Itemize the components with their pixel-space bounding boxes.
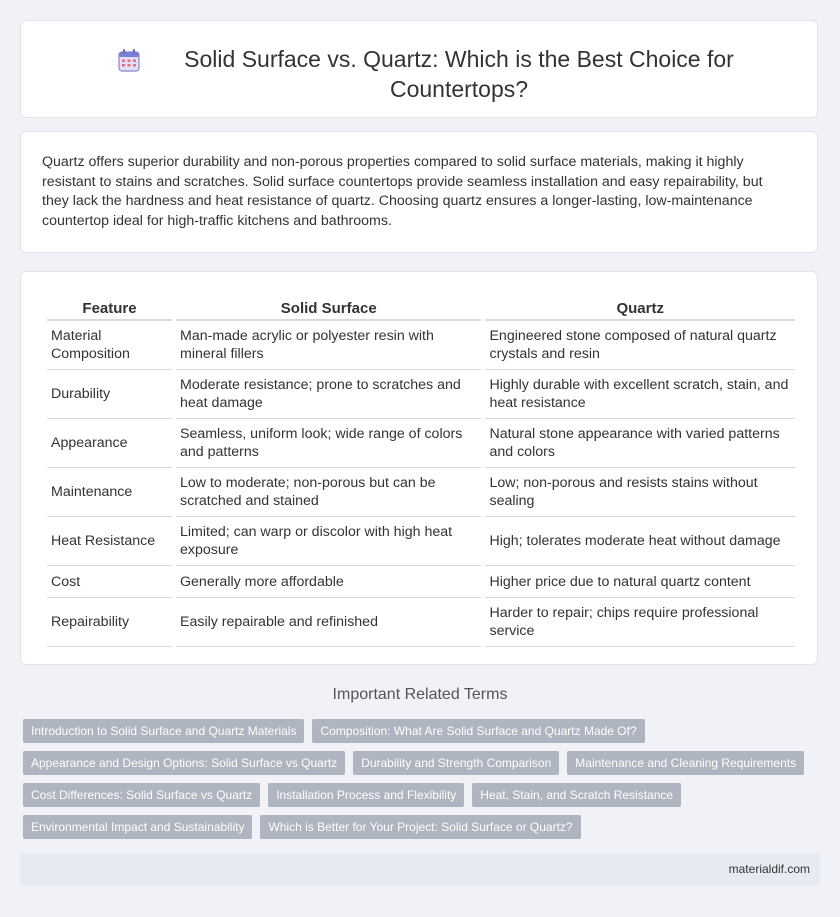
related-term-tag[interactable]: Installation Process and Flexibility (268, 783, 464, 807)
quartz-cell: Low; non-porous and resists stains without sealing (485, 468, 795, 517)
page-title: Solid Surface vs. Quartz: Which is the Best Choice for Countertops? (184, 46, 734, 102)
solid-surface-cell: Moderate resistance; prone to scratches and heat damage (176, 370, 481, 419)
related-term-tag[interactable]: Which is Better for Your Project: Solid Surface or Quartz? (260, 815, 580, 839)
header-feature: Feature (47, 297, 172, 321)
header-quartz: Quartz (485, 297, 795, 321)
related-term-tag[interactable]: Heat, Stain, and Scratch Resistance (472, 783, 681, 807)
intro-paragraph: Quartz offers superior durability and non-porous properties compared to solid surface materials, making it highly resistant to stains and scratches. Solid surface countertops provide seamless installation and easy repairability, but they lack the hardness and heat resistance of quartz. Choosing quartz ensures a longer-lasting, low-maintenance countertop ideal for high-traffic kitchens and bathrooms. (42, 154, 763, 229)
footer (20, 853, 820, 886)
header-solid-surface: Solid Surface (176, 297, 481, 321)
quartz-cell: High; tolerates moderate heat without damage (485, 517, 795, 566)
feature-cell: Heat Resistance (47, 517, 172, 566)
feature-cell: Material Composition (47, 321, 172, 370)
related-term-tag[interactable]: Cost Differences: Solid Surface vs Quartz (23, 783, 260, 807)
footer-site[interactable]: materialdif.com (728, 862, 810, 876)
related-term-tag[interactable]: Maintenance and Cleaning Requirements (567, 751, 804, 775)
feature-cell: Durability (47, 370, 172, 419)
comparison-table-card (20, 271, 818, 665)
related-term-tag[interactable]: Introduction to Solid Surface and Quartz Materials (23, 719, 304, 743)
related-term-tag[interactable]: Environmental Impact and Sustainability (23, 815, 252, 839)
comparison-table (43, 297, 799, 647)
table-row (47, 321, 795, 370)
solid-surface-cell: Easily repairable and refinished (176, 598, 481, 647)
table-row (47, 517, 795, 566)
table-row (47, 598, 795, 647)
quartz-cell: Harder to repair; chips require professional service (485, 598, 795, 647)
table-row (47, 419, 795, 468)
table-row (47, 468, 795, 517)
solid-surface-cell: Generally more affordable (176, 566, 481, 598)
table-row (47, 566, 795, 598)
related-term-tag[interactable]: Composition: What Are Solid Surface and Quartz Made Of? (312, 719, 644, 743)
related-term-tag[interactable]: Appearance and Design Options: Solid Surface vs Quartz (23, 751, 345, 775)
table-row (47, 370, 795, 419)
feature-cell: Repairability (47, 598, 172, 647)
quartz-cell: Higher price due to natural quartz content (485, 566, 795, 598)
related-term-tag[interactable]: Durability and Strength Comparison (353, 751, 559, 775)
related-terms-title: Important Related Terms (332, 686, 508, 703)
feature-cell: Maintenance (47, 468, 172, 517)
solid-surface-cell: Man-made acrylic or polyester resin with mineral fillers (176, 321, 481, 370)
intro-card (20, 131, 818, 253)
feature-cell: Appearance (47, 419, 172, 468)
quartz-cell: Natural stone appearance with varied patterns and colors (485, 419, 795, 468)
solid-surface-cell: Low to moderate; non-porous but can be scratched and stained (176, 468, 481, 517)
feature-cell: Cost (47, 566, 172, 598)
calendar-icon (118, 48, 140, 72)
quartz-cell: Engineered stone composed of natural quartz crystals and resin (485, 321, 795, 370)
related-terms-list (23, 719, 803, 847)
title-card (20, 20, 818, 118)
quartz-cell: Highly durable with excellent scratch, stain, and heat resistance (485, 370, 795, 419)
solid-surface-cell: Seamless, uniform look; wide range of colors and patterns (176, 419, 481, 468)
solid-surface-cell: Limited; can warp or discolor with high heat exposure (176, 517, 481, 566)
